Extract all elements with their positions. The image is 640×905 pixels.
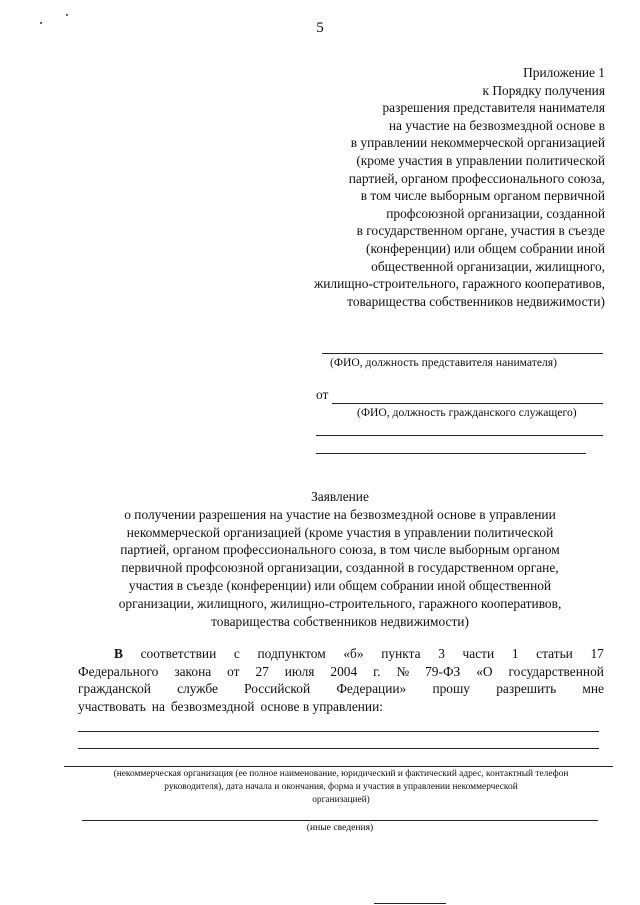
employer-name-field[interactable] [322, 353, 603, 354]
word: государственной [508, 663, 604, 679]
appendix-line: товарищества собственников недвижимости) [347, 293, 605, 309]
organization-caption-line: руководителя), дата начала и окончания, форма и участия в управлении некоммерческой [164, 782, 518, 792]
organization-field-1[interactable] [78, 731, 599, 732]
servant-extra-field-1[interactable] [316, 435, 603, 436]
from-label: от [316, 387, 329, 402]
word: службе [177, 681, 218, 697]
word: с [233, 646, 240, 661]
appendix-line: жилищно-строительного, гаражного кооперативов, [313, 276, 605, 292]
word: Федерального [78, 663, 159, 679]
word: на [151, 698, 165, 714]
organization-field-2[interactable] [78, 748, 599, 749]
appendix-line: профсоюзной организации, созданной [386, 205, 605, 221]
word: Российской [244, 681, 311, 697]
appendix-line: партией, органом профессионального союза, [348, 170, 605, 186]
servant-caption: (ФИО, должность гражданского служащего) [357, 406, 577, 419]
scan-speck [66, 14, 68, 16]
appendix-line: Приложение 1 [523, 65, 605, 80]
statement-title: Заявление [311, 489, 369, 504]
statement-subtitle-line: некоммерческой организацией (кроме участия в управлении политической [126, 524, 554, 540]
paragraph-line [78, 680, 604, 698]
other-info-caption: (иные сведения) [306, 822, 374, 833]
statement-subtitle-line: партией, органом профессионального союза, в том числе выборным органом [120, 542, 560, 558]
word: 1 [511, 646, 519, 661]
organization-caption-line: (некоммерческая организация (ее полное наименование, юридический и фактический адрес, контактный телефон [113, 769, 569, 779]
appendix-line: общественной организации, жилищного, [371, 258, 605, 274]
word: г. [373, 663, 381, 679]
word: разрешить [496, 681, 557, 697]
paragraph-line [78, 645, 604, 663]
appendix-line: (кроме участия в управлении политической [356, 152, 605, 168]
word: соответствии [140, 646, 217, 661]
statement-subtitle-line: товарищества собственников недвижимости) [211, 613, 469, 629]
word: безвозмездной [170, 698, 255, 714]
word: участвовать [78, 698, 146, 714]
appendix-line: в государственном органе, участия в съезде [356, 223, 605, 239]
word: закона [174, 663, 212, 679]
word: основе в управлении: [260, 698, 383, 714]
word: пункта [381, 646, 421, 661]
word: от [227, 663, 240, 679]
appendix-header [314, 64, 605, 310]
organization-field-3[interactable] [64, 766, 613, 767]
word: 27 [255, 663, 269, 679]
word: № [396, 663, 410, 679]
word: 3 [438, 646, 445, 661]
statement-subtitle-line: организации, жилищного, жилищно-строительного, гаражного кооперативов, [118, 595, 562, 611]
statement-heading [70, 488, 610, 630]
signature-field[interactable] [374, 903, 446, 904]
appendix-line: на участие на безвозмездной основе в [388, 117, 605, 133]
word: «О [476, 663, 493, 679]
word: части [462, 646, 495, 661]
word: 17 [590, 646, 604, 661]
appendix-line: (конференции) или общем собрании иной [366, 240, 605, 256]
paragraph-line [78, 663, 604, 681]
statement-subtitle-line: первичной профсоюзной организации, созданной в государственном органе, [121, 560, 559, 576]
servant-extra-field-2[interactable] [316, 453, 586, 454]
word: 2004 [330, 663, 358, 679]
appendix-line: к Порядку получения [482, 82, 605, 98]
word: статьи [536, 646, 573, 661]
employer-caption: (ФИО, должность представителя нанимателя) [330, 356, 557, 369]
word: прошу [432, 681, 471, 697]
statement-subtitle-line: о получении разрешения на участие на безвозмездной основе в управлении [124, 506, 556, 522]
word: мне [582, 681, 604, 697]
word: подпунктом [257, 646, 326, 661]
appendix-line: в управлении некоммерческой организацией [350, 135, 605, 151]
paragraph-line [78, 698, 604, 716]
appendix-line: разрешения представителя нанимателя [382, 100, 605, 116]
other-info-field[interactable] [82, 820, 598, 821]
word: «б» [343, 646, 364, 661]
organization-caption [65, 768, 617, 807]
word: гражданской [78, 681, 151, 697]
word: июля [284, 663, 315, 679]
servant-name-field[interactable] [332, 403, 603, 404]
page-number: 5 [316, 20, 324, 36]
organization-caption-line: организацией) [312, 795, 370, 805]
request-paragraph [78, 645, 604, 715]
word: В [114, 646, 123, 661]
appendix-line: в том числе выборным органом первичной [360, 188, 605, 204]
word: Федерации» [336, 681, 407, 697]
word: 79-ФЗ [425, 663, 461, 679]
statement-subtitle-line: участия в съезде (конференции) или общем собрании иной общественной [128, 577, 552, 593]
